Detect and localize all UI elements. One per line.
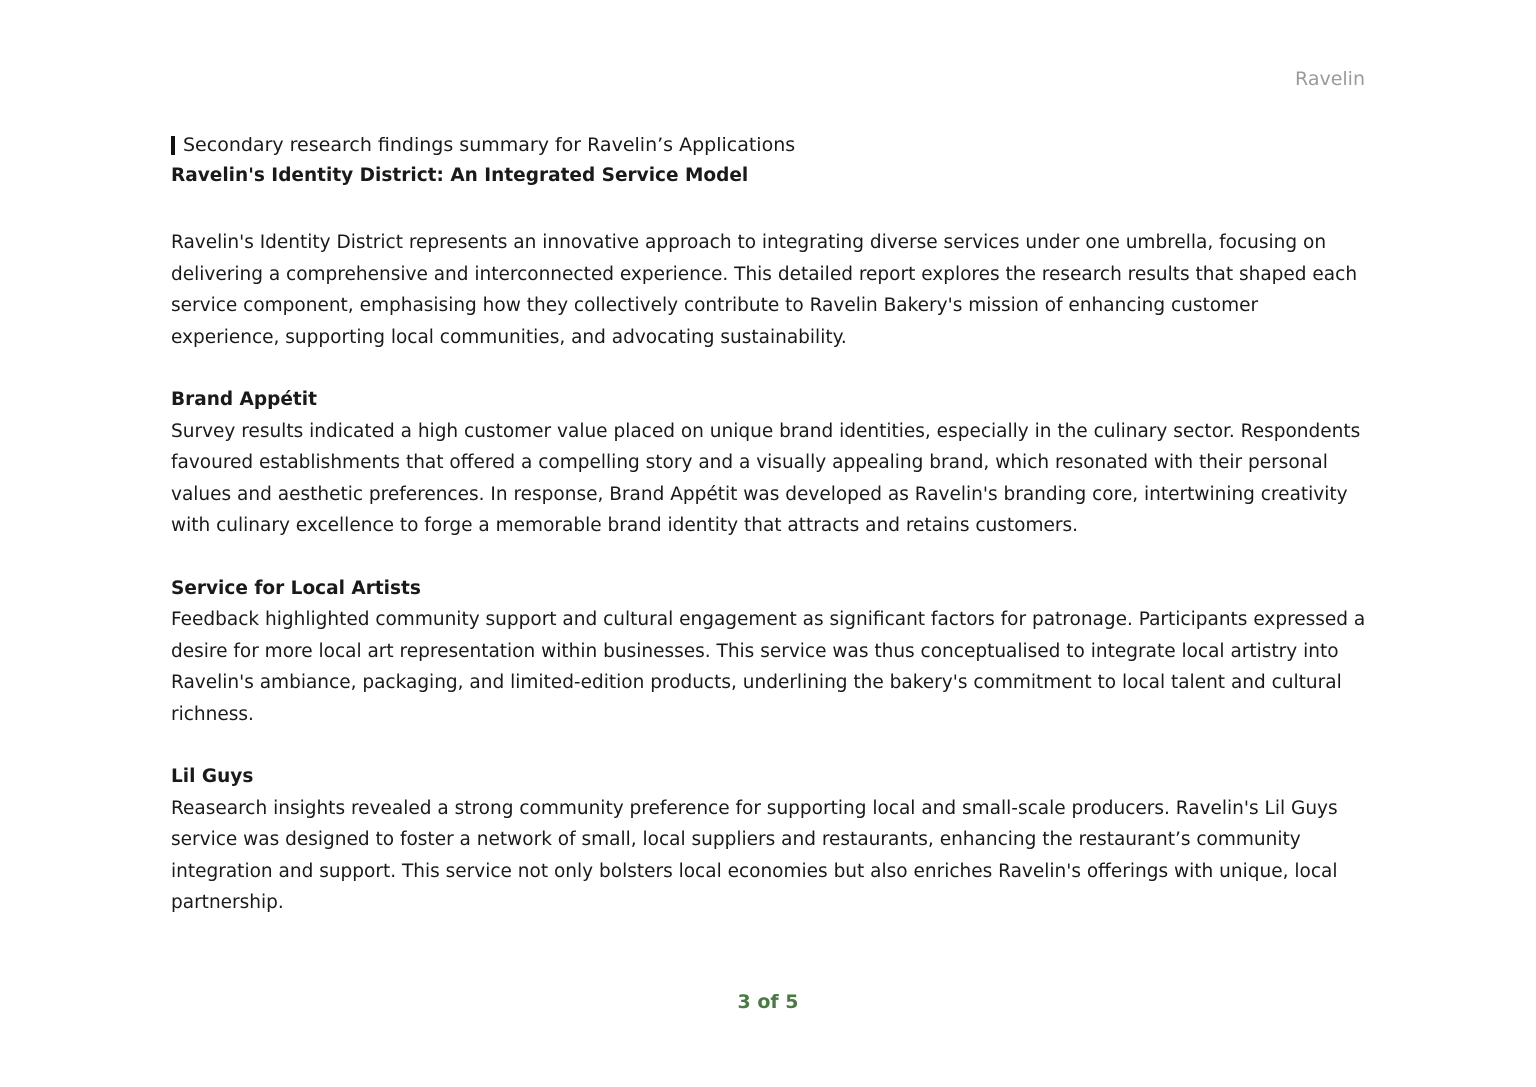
section-lil-guys (171, 761, 1371, 919)
intro-paragraph: Ravelin's Identity District represents an innovative approach to integrating diverse services under one umbrella, focusing on delivering a comprehensive and interconnected experience. This detailed report explores the research results that shaped each service component, emphasising how they collectively contribute to Ravelin Bakery's mission of enhancing customer experience, supporting local communities, and advocating sustainability. (171, 232, 1358, 348)
section-body: Survey results indicated a high customer value placed on unique brand identities, especially in the culinary sector. Respondents favoured establishments that offered a compelling story and a visually appealing brand, which resonated with their personal values and aesthetic preferences. In response, Brand Appétit was developed as Ravelin's branding core, intertwining creativity with culinary excellence to forge a memorable brand identity that attracts and retains customers. (171, 420, 1361, 536)
section-heading: Lil Guys (171, 766, 254, 787)
section-heading: Brand Appétit (171, 389, 317, 410)
section-local-artists (171, 573, 1371, 731)
page-indicator: 3 of 5 (737, 991, 799, 1013)
document-subtitle-line (171, 131, 1371, 159)
document-subtitle: Secondary research findings summary for Ravelin’s Applications (183, 134, 796, 156)
document-title: Ravelin's Identity District: An Integrated Service Model (171, 165, 749, 186)
subtitle-marker-bar (171, 136, 175, 155)
document-content (171, 131, 1371, 919)
section-heading: Service for Local Artists (171, 577, 421, 599)
section-body: Reasearch insights revealed a strong community preference for supporting local and small-scale producers. Ravelin's Lil Guys service was designed to foster a network of small, local suppliers and restaurants, enhancing the restaurant’s community integration and support. This service not only bolsters local economies but also enriches Ravelin's offerings with unique, local partnership. (171, 797, 1338, 913)
section-brand-appetit (171, 384, 1371, 542)
header-brand-name: Ravelin (1295, 68, 1365, 90)
section-body: Feedback highlighted community support and cultural engagement as significant factors for patronage. Participants expressed a desire for more local art representation within businesses. This service was thus conceptualised to integrate local artistry into Ravelin's ambiance, packaging, and limited-edition products, underlining the bakery's commitment to local talent and cultural richness. (171, 609, 1366, 725)
